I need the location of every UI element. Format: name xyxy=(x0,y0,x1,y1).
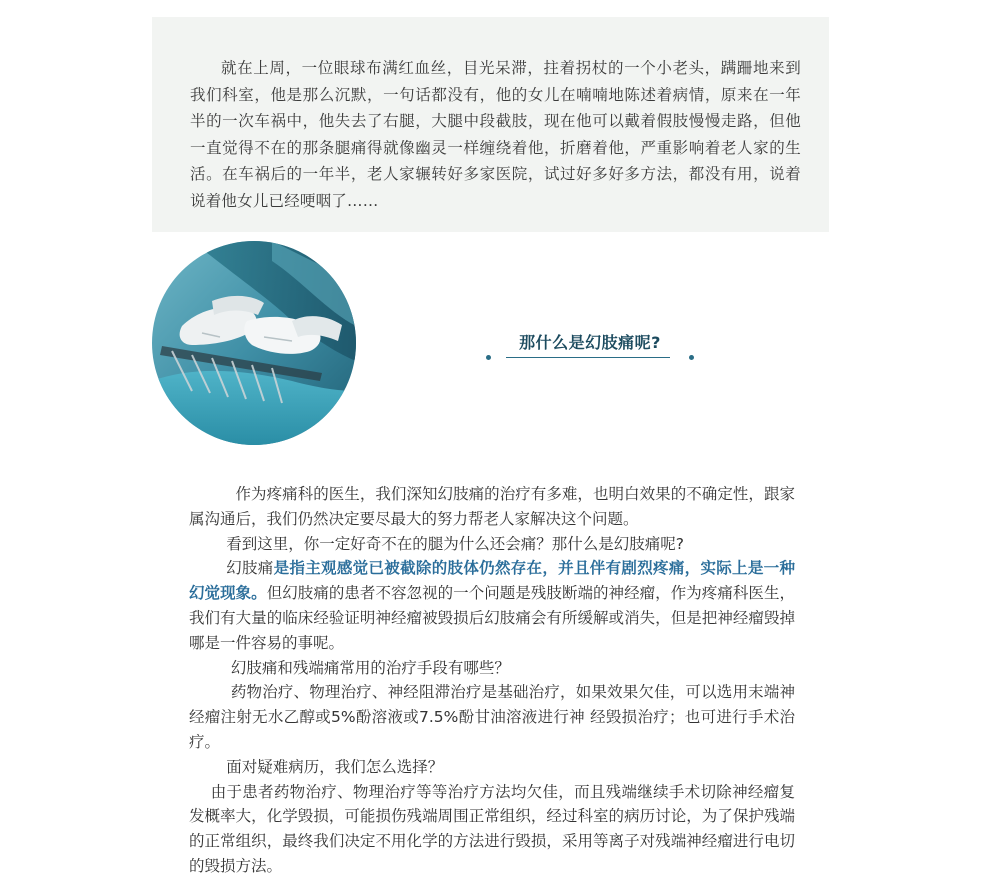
article-body xyxy=(189,482,795,879)
definition-highlight: 是指主观感觉已被截除的肢体仍然存在，并且伴有剧烈疼痛，实际上是一种幻觉现象。 xyxy=(189,559,795,603)
section-heading-title: 那什么是幻肢痛呢? xyxy=(519,333,661,352)
section-heading xyxy=(482,326,698,366)
definition-lead: 幻肢痛 xyxy=(226,559,274,578)
heading-underline xyxy=(506,357,670,358)
paragraph-definition xyxy=(189,556,795,655)
paragraph-treatment-options: 药物治疗、物理治疗、神经阻滞治疗是基础治疗，如果效果欠佳，可以选用末端神经瘤注射无水乙醇或5%酚溶液或7.5%酚甘油溶液进行神 经毁损治疗；也可进行手术治疗。 xyxy=(189,683,795,751)
heading-dot-left xyxy=(486,355,491,360)
paragraph-decision: 由于患者药物治疗、物理治疗等等治疗方法均欠佳，而且残端继续手术切除神经瘤复发概率大，化学毁损，可能损伤残端周围正常组织，经过科室的病历讨论，为了保护残端的正常组织，最终我们决定不用化学的方法进行毁损，采用等离子对残端神经瘤进行电切的毁损方法。 xyxy=(189,782,795,875)
paragraph-treatment-question: 幻肢痛和残端痛常用的治疗手段有哪些？ xyxy=(230,658,510,677)
paragraph-choice-question: 面对疑难病历，我们怎么选择？ xyxy=(226,757,444,776)
definition-rest: 但幻肢痛的患者不容忽视的一个问题是残肢断端的神经瘤，作为疼痛科医生，我们有大量的临床经验证明神经瘤被毁损后幻肢痛会有所缓解或消失，但是把神经瘤毁掉哪是一件容易的事呢。 xyxy=(189,584,795,652)
heading-dot-right xyxy=(689,355,694,360)
paragraph-question: 看到这里，你一定好奇不在的腿为什么还会痛？那什么是幻肢痛呢? xyxy=(226,534,684,553)
surgery-illustration xyxy=(152,241,356,445)
paragraph-role-of-doctor: 作为疼痛科的医生，我们深知幻肢痛的治疗有多难，也明白效果的不确定性，跟家属沟通后，我们仍然决定要尽最大的努力帮老人家解决这个问题。 xyxy=(189,485,795,528)
intro-paragraph: 就在上周，一位眼球布满红血丝，目光呆滞，拄着拐杖的一个小老头，蹒跚地来到我们科室，他是那么沉默，一句话都没有，他的女儿在喃喃地陈述着病情，原来在一年半的一次车祸中，他失去了右腿，大腿中段截肢，现在他可以戴着假肢慢慢走路，但他一直觉得不在的那条腿痛得就像幽灵一样缠绕着他，折磨着他，严重影响着老人家的生活。在车祸后的一年半，老人家辗转好多家医院，试过好多好多方法，都没有用，说着说着他女儿已经哽咽了…… xyxy=(190,59,801,210)
surgery-photo xyxy=(152,241,356,445)
intro-box xyxy=(152,17,829,232)
